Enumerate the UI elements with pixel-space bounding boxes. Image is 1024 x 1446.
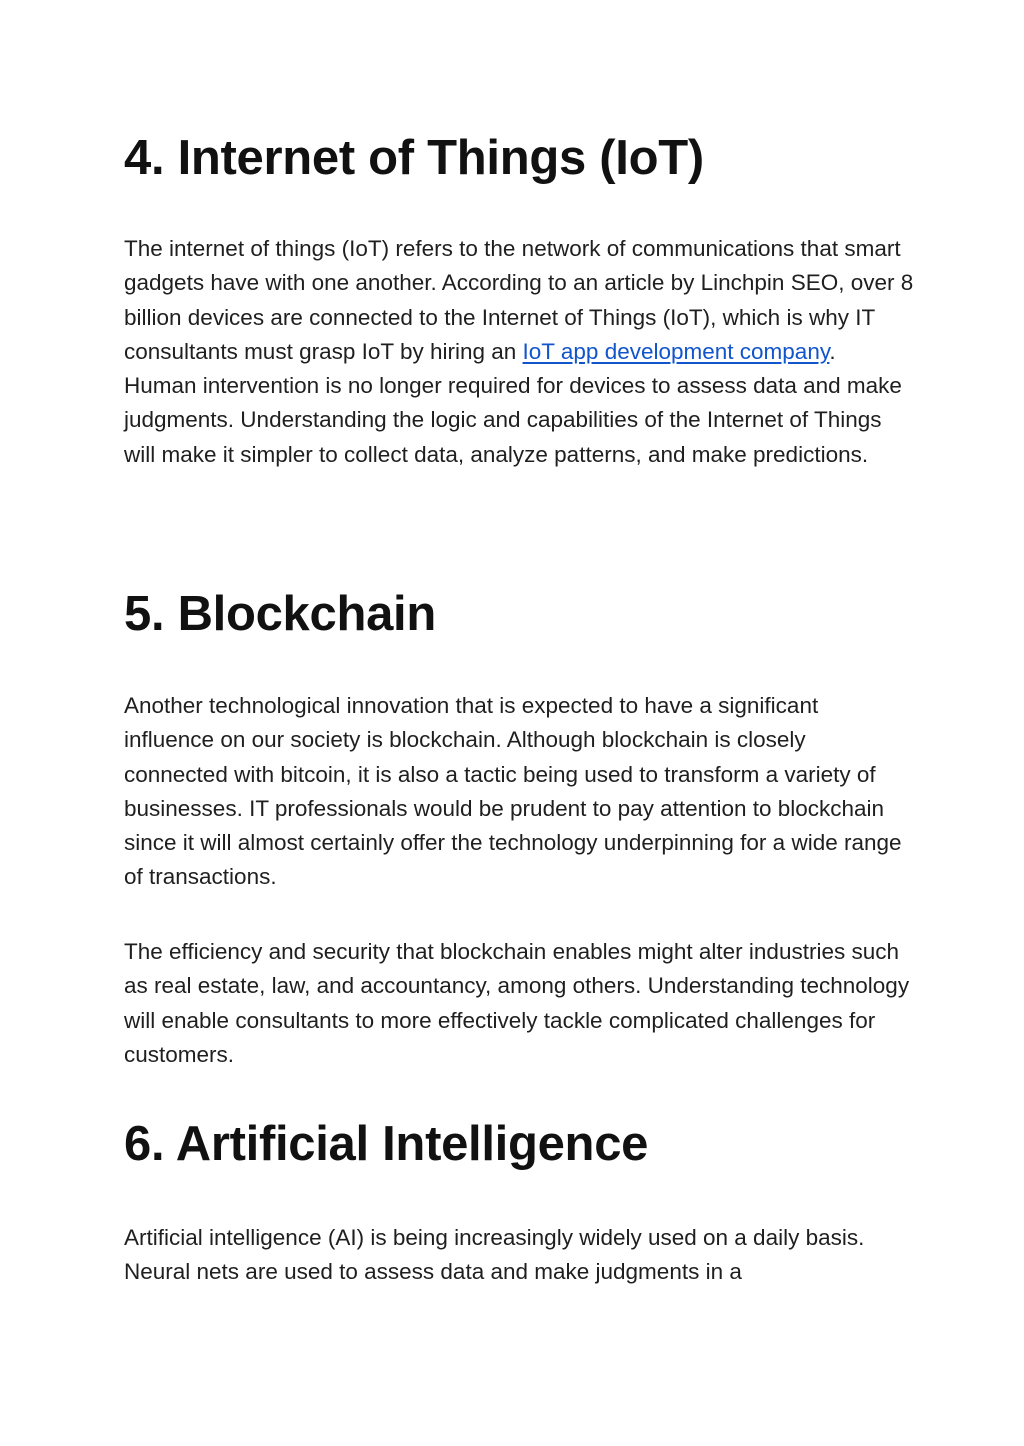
section-heading-iot: 4. Internet of Things (IoT) bbox=[124, 131, 704, 185]
section-paragraph-blockchain-1: Another technological innovation that is expected to have a significant influence on our society is blockchain. Although blockchain is closely connected with bitcoin, it is also a tactic being used to transform a variety of businesses. IT professionals would be prudent to pay attention to blockchain since it will almost certainly offer the technology underpinning for a wide range of transactions. bbox=[124, 693, 902, 890]
section-heading-blockchain: 5. Blockchain bbox=[124, 587, 436, 641]
section-paragraph-iot bbox=[124, 232, 914, 472]
section-paragraph-ai: Artificial intelligence (AI) is being increasingly widely used on a daily basis. Neural nets are used to assess data and make judgments in a bbox=[124, 1225, 865, 1285]
section-heading-ai: 6. Artificial Intelligence bbox=[124, 1117, 649, 1171]
section-paragraph-blockchain-2: The efficiency and security that blockchain enables might alter industries such as real estate, law, and accountancy, among others. Understanding technology will enable consultants to more effectively tackle complicated challenges for customers. bbox=[124, 939, 910, 1067]
paragraph-text-after-link: . Human intervention is no longer required for devices to assess data and make judgments. Understanding the logic and capabilities of the Internet of Things will make it simpler to collect data, analyze patterns, and make predictions. bbox=[124, 338, 902, 467]
paragraph-text-before-link: The internet of things (IoT) refers to the network of communications that smart gadgets have with one another. According to an article by Linchpin SEO, over 8 billion devices are connected to the Internet of Things (IoT), which is why IT consultants must grasp IoT by hiring an bbox=[124, 236, 914, 364]
iot-app-development-link[interactable]: IoT app development company bbox=[522, 338, 830, 364]
